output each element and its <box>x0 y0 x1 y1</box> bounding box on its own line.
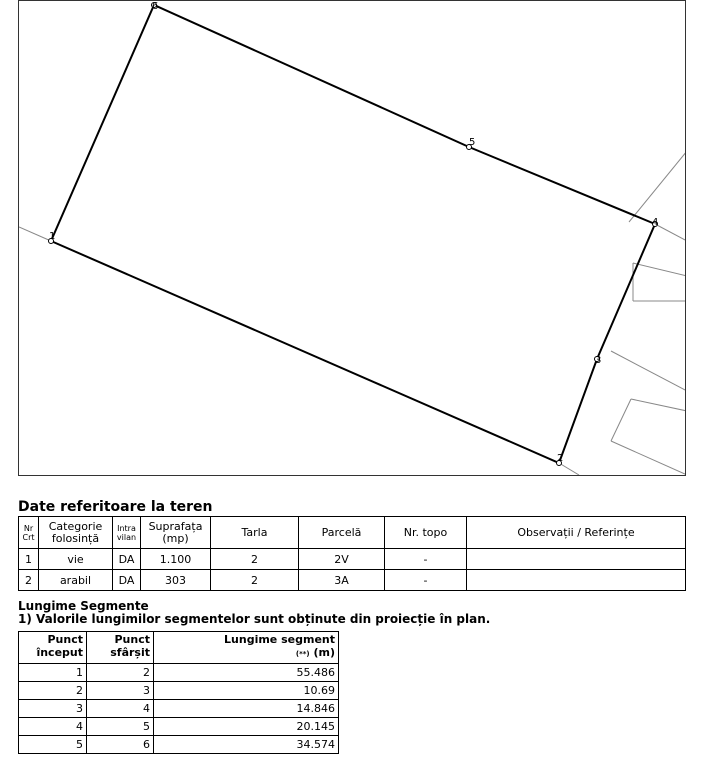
neighbor-line <box>611 399 631 441</box>
neighbor-line <box>655 224 685 241</box>
cell-end: 2 <box>87 664 154 682</box>
table-row <box>19 664 339 682</box>
cell-length: 55.486 <box>154 664 339 682</box>
cell-suprafata: 1.100 <box>141 549 211 570</box>
cadastral-plan <box>18 0 686 476</box>
cell-suprafata: 303 <box>141 570 211 591</box>
cell-length: 10.69 <box>154 682 339 700</box>
plan-drawing <box>19 1 685 475</box>
parcel-boundary <box>51 5 655 463</box>
header-suprafata: Suprafața (mp) <box>141 517 211 549</box>
neighbor-line <box>611 351 685 391</box>
header-intravilan: Intra vilan <box>113 517 141 549</box>
cell-intravilan: DA <box>113 570 141 591</box>
header-start-point: Punct început <box>19 632 87 664</box>
cell-tarla: 2 <box>211 570 299 591</box>
vertex-3 <box>595 355 602 366</box>
segments-title: Lungime Segmente <box>18 599 149 613</box>
header-tarla: Tarla <box>211 517 299 549</box>
segments-header-row <box>19 632 339 664</box>
vertex-label: 6 <box>152 1 159 12</box>
cell-start: 2 <box>19 682 87 700</box>
vertex-5 <box>467 137 476 150</box>
header-nr-crt: Nr Crt <box>19 517 39 549</box>
cell-length: 20.145 <box>154 718 339 736</box>
cell-end: 6 <box>87 736 154 754</box>
table-row <box>19 736 339 754</box>
neighbor-line <box>631 399 685 411</box>
neighbor-line <box>629 151 685 222</box>
neighbor-line <box>633 263 685 276</box>
vertex-label: 4 <box>652 217 659 228</box>
vertex-2 <box>557 453 564 466</box>
vertex-6 <box>152 1 159 12</box>
cell-start: 5 <box>19 736 87 754</box>
header-end-point: Punct sfârșit <box>87 632 154 664</box>
cell-end: 3 <box>87 682 154 700</box>
teren-section-title: Date referitoare la teren <box>18 499 213 515</box>
neighbor-line <box>559 463 579 475</box>
vertex-label: 2 <box>557 453 564 464</box>
header-parcela: Parcelă <box>299 517 385 549</box>
neighbor-line <box>611 441 685 475</box>
table-row <box>19 682 339 700</box>
header-segment-length: Lungime segment (**) (m) <box>154 632 339 664</box>
vertex-label: 1 <box>49 231 56 242</box>
cell-nr: 2 <box>19 570 39 591</box>
teren-table <box>18 516 686 591</box>
header-observatii: Observații / Referințe <box>467 517 686 549</box>
cell-intravilan: DA <box>113 549 141 570</box>
cell-nr-topo: - <box>385 570 467 591</box>
teren-header-row <box>19 517 686 549</box>
table-row <box>19 700 339 718</box>
cell-parcela: 3A <box>299 570 385 591</box>
vertex-1 <box>49 231 56 244</box>
cell-nr: 1 <box>19 549 39 570</box>
cell-end: 5 <box>87 718 154 736</box>
table-row <box>19 718 339 736</box>
cell-start: 1 <box>19 664 87 682</box>
header-nr-topo: Nr. topo <box>385 517 467 549</box>
cell-tarla: 2 <box>211 549 299 570</box>
cell-length: 34.574 <box>154 736 339 754</box>
table-row <box>19 549 686 570</box>
cell-categorie: arabil <box>39 570 113 591</box>
vertex-label: 5 <box>469 137 476 148</box>
vertex-label: 3 <box>595 355 602 366</box>
segments-table <box>18 631 339 754</box>
cell-parcela: 2V <box>299 549 385 570</box>
cell-observatii <box>467 549 686 570</box>
neighbor-line <box>19 227 51 241</box>
vertex-4 <box>652 217 658 228</box>
cell-end: 4 <box>87 700 154 718</box>
cell-observatii <box>467 570 686 591</box>
cell-length: 14.846 <box>154 700 339 718</box>
cell-start: 3 <box>19 700 87 718</box>
header-categorie: Categorie folosință <box>39 517 113 549</box>
segments-note: 1) Valorile lungimilor segmentelor sunt obținute din proiecție în plan. <box>18 612 491 626</box>
table-row <box>19 570 686 591</box>
cell-start: 4 <box>19 718 87 736</box>
cell-nr-topo: - <box>385 549 467 570</box>
cell-categorie: vie <box>39 549 113 570</box>
